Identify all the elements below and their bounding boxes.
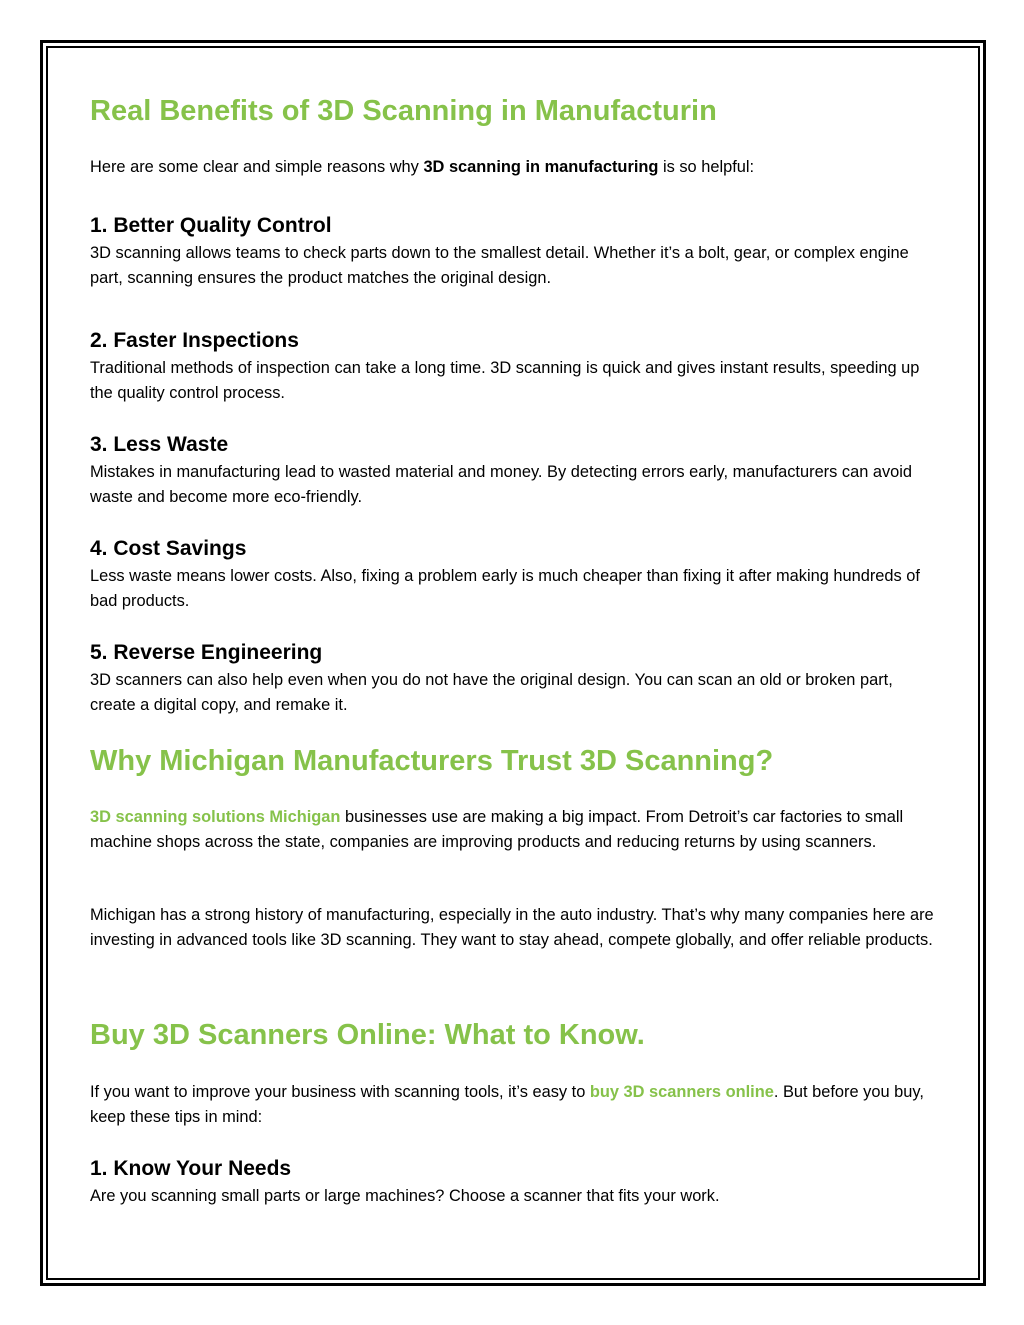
michigan-paragraph-1-text: businesses use are making a big impact. From Detroit’s car factories to small machine shops across the state, companies are improving products and reducing returns by using scanners. [90,808,904,851]
tip-heading: 1. Know Your Needs [90,1157,292,1180]
section-title-benefits: Real Benefits of 3D Scanning in Manufacturin [90,95,717,127]
benefit-heading: 1. Better Quality Control [90,214,332,237]
intro-bold: 3D scanning in manufacturing [423,158,659,176]
benefit-text: 3D scanning allows teams to check parts down to the smallest detail. Whether it’s a bolt, gear, or complex engine part, scanning ensures the product matches the original design. [90,244,909,287]
benefit-text: Traditional methods of inspection can take a long time. 3D scanning is quick and gives instant results, speeding up the quality control process. [90,359,920,402]
intro-text: Here are some clear and simple reasons why [90,158,424,176]
benefit-heading: 5. Reverse Engineering [90,641,323,664]
benefit-text: 3D scanners can also help even when you do not have the original design. You can scan an old or broken part, create a digital copy, and remake it. [90,671,893,714]
michigan-paragraph-2: Michigan has a strong history of manufacturing, especially in the auto industry. That’s why many companies here are investing in advanced tools like 3D scanning. They want to stay ahead, compete globally, and offer reliable products. [90,906,934,949]
buy-online-intro [90,1080,940,1129]
buy-intro-text: If you want to improve your business with scanning tools, it’s easy to [90,1083,590,1101]
michigan-solutions-link[interactable]: 3D scanning solutions Michigan [90,808,341,826]
buy-scanners-online-link[interactable]: buy 3D scanners online [589,1083,774,1101]
intro-text-end: is so helpful: [658,158,755,176]
section-title-buy-online: Buy 3D Scanners Online: What to Know. [90,1019,645,1051]
buy-intro-text-end: . But before you buy, keep these tips in mind: [90,1083,924,1126]
benefit-heading: 3. Less Waste [90,433,229,456]
benefit-text: Less waste means lower costs. Also, fixing a problem early is much cheaper than fixing it after making hundreds of bad products. [90,567,920,610]
michigan-paragraph-1 [90,805,940,854]
benefit-heading: 4. Cost Savings [90,537,247,560]
benefit-text: Mistakes in manufacturing lead to wasted material and money. By detecting errors early, manufacturers can avoid waste and become more eco-friendly. [90,463,913,506]
tip-text: Are you scanning small parts or large machines? Choose a scanner that fits your work. [90,1187,720,1205]
benefits-intro [90,155,940,180]
benefit-heading: 2. Faster Inspections [90,329,299,352]
section-title-michigan: Why Michigan Manufacturers Trust 3D Scanning? [90,745,774,777]
